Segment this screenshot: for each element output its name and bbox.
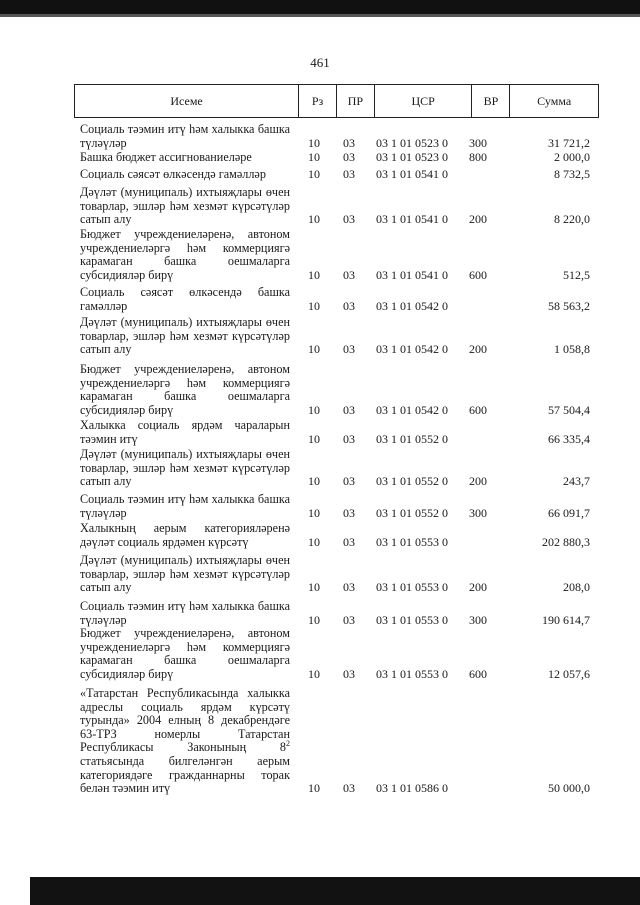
row-name-line: Дәүләт (муниципаль) ихтыяҗлары өчен xyxy=(80,185,290,199)
row-name-line: түләүләр xyxy=(80,505,127,520)
header-sum: Сумма xyxy=(509,85,598,117)
row-name xyxy=(80,363,290,417)
row-name-line: тәэмин итү xyxy=(80,431,138,446)
row-name-line: Бюджет учреждениеләренә, автоном xyxy=(80,227,290,241)
row-sum: 243,7 xyxy=(563,474,590,489)
row-name xyxy=(80,123,290,150)
row-pr: 03 xyxy=(343,135,355,150)
row-vr: 300 xyxy=(469,612,487,627)
row-vr: 600 xyxy=(469,402,487,417)
row-name-line: Дәүләт (муниципаль) ихтыяҗлары өчен xyxy=(80,553,290,567)
row-pr: 03 xyxy=(343,474,355,489)
row-name-line: Дәүләт (муниципаль) ихтыяҗлары өчен xyxy=(80,315,290,329)
row-name-line: «Татарстан Республикасында халыкка xyxy=(80,686,290,700)
row-name-line: сатып алу xyxy=(80,342,132,357)
row-name-line: товарлар, эшләр һәм хезмәт күрсәтүләр xyxy=(80,566,290,581)
row-name xyxy=(80,448,290,489)
row-name-line: Халыкның аерым категорияләренә xyxy=(80,521,290,535)
row-name-line: Социаль тәэмин итү һәм халыкка башка xyxy=(80,599,290,613)
row-name-line: учреждениеләргә һәм коммерциягә xyxy=(80,240,290,255)
row-sum: 190 614,7 xyxy=(542,612,590,627)
row-vr: 200 xyxy=(469,342,487,357)
row-name xyxy=(80,286,290,313)
row-sum: 1 058,8 xyxy=(554,342,590,357)
row-rz: 10 xyxy=(308,666,320,681)
row-name-line: Социаль тәэмин итү һәм халыкка башка xyxy=(80,492,290,506)
row-name-line: субсидияләр бирү xyxy=(80,666,174,681)
row-pr: 03 xyxy=(343,167,355,181)
row-sum: 8 732,5 xyxy=(554,167,590,181)
row-vr: 600 xyxy=(469,267,487,282)
row-name-line: товарлар, эшләр һәм хезмәт күрсәтүләр xyxy=(80,460,290,475)
row-sum: 202 880,3 xyxy=(542,534,590,549)
header-rz: Рз xyxy=(298,85,336,117)
row-name-line: Бюджет учреждениеләренә, автоном xyxy=(80,626,290,640)
row-pr: 03 xyxy=(343,342,355,357)
row-sum: 512,5 xyxy=(563,267,590,282)
header-vr: ВР xyxy=(471,85,509,117)
row-csr: 03 1 01 0553 0 xyxy=(376,612,448,627)
row-sum: 31 721,2 xyxy=(548,135,590,150)
row-name-line: адреслы социаль ярдәм күрсәтү xyxy=(80,699,290,714)
row-csr: 03 1 01 0542 0 xyxy=(376,342,448,357)
row-name xyxy=(80,168,290,182)
row-rz: 10 xyxy=(308,342,320,357)
row-csr: 03 1 01 0586 0 xyxy=(376,781,448,796)
row-name-line: Башка бюджет ассигнованиеләре xyxy=(80,150,252,164)
row-sum: 66 335,4 xyxy=(548,431,590,446)
row-sum: 2 000,0 xyxy=(554,150,590,164)
row-vr: 300 xyxy=(469,135,487,150)
row-name-line: турында» 2004 елның 8 декабрендәге xyxy=(80,713,290,728)
row-csr: 03 1 01 0553 0 xyxy=(376,580,448,595)
row-rz: 10 xyxy=(308,781,320,796)
row-sum: 8 220,0 xyxy=(554,212,590,227)
page-number: 461 xyxy=(310,55,330,70)
row-csr: 03 1 01 0552 0 xyxy=(376,431,448,446)
row-vr: 200 xyxy=(469,212,487,227)
row-csr: 03 1 01 0552 0 xyxy=(376,474,448,489)
row-csr: 03 1 01 0553 0 xyxy=(376,534,448,549)
row-csr: 03 1 01 0552 0 xyxy=(376,505,448,520)
row-name-line: Бюджет учреждениеләренә, автоном xyxy=(80,362,290,376)
scan-top-border xyxy=(0,0,640,14)
row-name xyxy=(80,600,290,627)
row-vr: 600 xyxy=(469,666,487,681)
row-pr: 03 xyxy=(343,212,355,227)
row-rz: 10 xyxy=(308,298,320,313)
row-rz: 10 xyxy=(308,505,320,520)
row-vr: 200 xyxy=(469,474,487,489)
row-csr: 03 1 01 0541 0 xyxy=(376,212,448,227)
row-name-line: Республикасы Законының $8^2$ xyxy=(80,739,290,755)
row-sum: 50 000,0 xyxy=(548,781,590,796)
row-name-line: учреждениеләргә һәм коммерциягә xyxy=(80,375,290,390)
row-name xyxy=(80,554,290,595)
row-name xyxy=(80,687,290,796)
row-name xyxy=(80,151,290,165)
row-sum: 57 504,4 xyxy=(548,402,590,417)
row-name-line: карамаган башка оешмаларга xyxy=(80,389,290,404)
row-name-line: 63-ТРЗ номерлы Татарстан xyxy=(80,726,290,741)
row-vr: 800 xyxy=(469,150,487,164)
row-name-line: субсидияләр бирү xyxy=(80,402,174,417)
header-pr: ПР xyxy=(336,85,374,117)
header-name: Исеме xyxy=(170,93,203,108)
row-rz: 10 xyxy=(308,150,320,164)
row-rz: 10 xyxy=(308,474,320,489)
row-name xyxy=(80,419,290,446)
row-name-line: товарлар, эшләр һәм хезмәт күрсәтүләр xyxy=(80,328,290,343)
row-name-line: түләүләр xyxy=(80,612,127,627)
row-csr: 03 1 01 0541 0 xyxy=(376,267,448,282)
footnote-superscript: 2 xyxy=(286,739,290,749)
row-pr: 03 xyxy=(343,534,355,549)
row-rz: 10 xyxy=(308,431,320,446)
row-name-line: сатып алу xyxy=(80,474,132,489)
row-rz: 10 xyxy=(308,212,320,227)
row-name-line: гамәлләр xyxy=(80,298,128,313)
row-csr: 03 1 01 0553 0 xyxy=(376,666,448,681)
row-pr: 03 xyxy=(343,402,355,417)
row-rz: 10 xyxy=(308,267,320,282)
row-sum: 58 563,2 xyxy=(548,298,590,313)
row-rz: 10 xyxy=(308,135,320,150)
row-name-line: учреждениеләргә һәм коммерциягә xyxy=(80,639,290,654)
row-name xyxy=(80,316,290,357)
row-name-line: карамаган башка оешмаларга xyxy=(80,653,290,668)
row-name xyxy=(80,186,290,227)
row-rz: 10 xyxy=(308,534,320,549)
row-name-line: дәүләт социаль ярдәмен күрсәтү xyxy=(80,534,249,549)
row-rz: 10 xyxy=(308,402,320,417)
row-name-line: түләүләр xyxy=(80,135,127,150)
row-sum: 12 057,6 xyxy=(548,666,590,681)
row-pr: 03 xyxy=(343,298,355,313)
row-pr: 03 xyxy=(343,781,355,796)
row-name-line: белән тәэмин итү xyxy=(80,781,171,796)
row-name-line: Халыкка социаль ярдәм чараларын xyxy=(80,418,290,432)
row-rz: 10 xyxy=(308,612,320,627)
row-name-line: категориядәге гражданнарны торак xyxy=(80,767,290,782)
table-header xyxy=(74,84,599,118)
scan-bottom-border xyxy=(30,877,640,905)
row-name-line: сатып алу xyxy=(80,580,132,595)
row-pr: 03 xyxy=(343,580,355,595)
row-name-line: Дәүләт (муниципаль) ихтыяҗлары өчен xyxy=(80,447,290,461)
row-csr: 03 1 01 0542 0 xyxy=(376,298,448,313)
row-rz: 10 xyxy=(308,167,320,181)
row-name-line: товарлар, эшләр һәм хезмәт күрсәтүләр xyxy=(80,198,290,213)
header-csr: ЦСР xyxy=(374,85,472,117)
row-pr: 03 xyxy=(343,150,355,164)
row-pr: 03 xyxy=(343,267,355,282)
row-sum: 66 091,7 xyxy=(548,505,590,520)
row-sum: 208,0 xyxy=(563,580,590,595)
row-vr: 200 xyxy=(469,580,487,595)
row-name xyxy=(80,627,290,681)
row-name-line: субсидияләр бирү xyxy=(80,267,174,282)
row-pr: 03 xyxy=(343,666,355,681)
row-vr: 300 xyxy=(469,505,487,520)
row-name-line: Социаль тәэмин итү һәм халыкка башка xyxy=(80,122,290,136)
row-pr: 03 xyxy=(343,431,355,446)
row-name xyxy=(80,522,290,549)
row-csr: 03 1 01 0523 0 xyxy=(376,150,448,164)
row-name xyxy=(80,493,290,520)
row-pr: 03 xyxy=(343,612,355,627)
row-name-line: карамаган башка оешмаларга xyxy=(80,254,290,269)
row-csr: 03 1 01 0541 0 xyxy=(376,167,448,181)
row-name-line: сатып алу xyxy=(80,212,132,227)
row-csr: 03 1 01 0523 0 xyxy=(376,135,448,150)
row-name-line: статьясында билгеләнгән аерым xyxy=(80,753,290,768)
row-name xyxy=(80,228,290,282)
row-rz: 10 xyxy=(308,580,320,595)
row-name-line: Социаль сәясәт өлкәсендә гамәлләр xyxy=(80,167,266,181)
row-csr: 03 1 01 0542 0 xyxy=(376,402,448,417)
row-name-line: Социаль сәясәт өлкәсендә башка xyxy=(80,285,290,299)
scan-top-shadow xyxy=(0,14,640,17)
row-pr: 03 xyxy=(343,505,355,520)
